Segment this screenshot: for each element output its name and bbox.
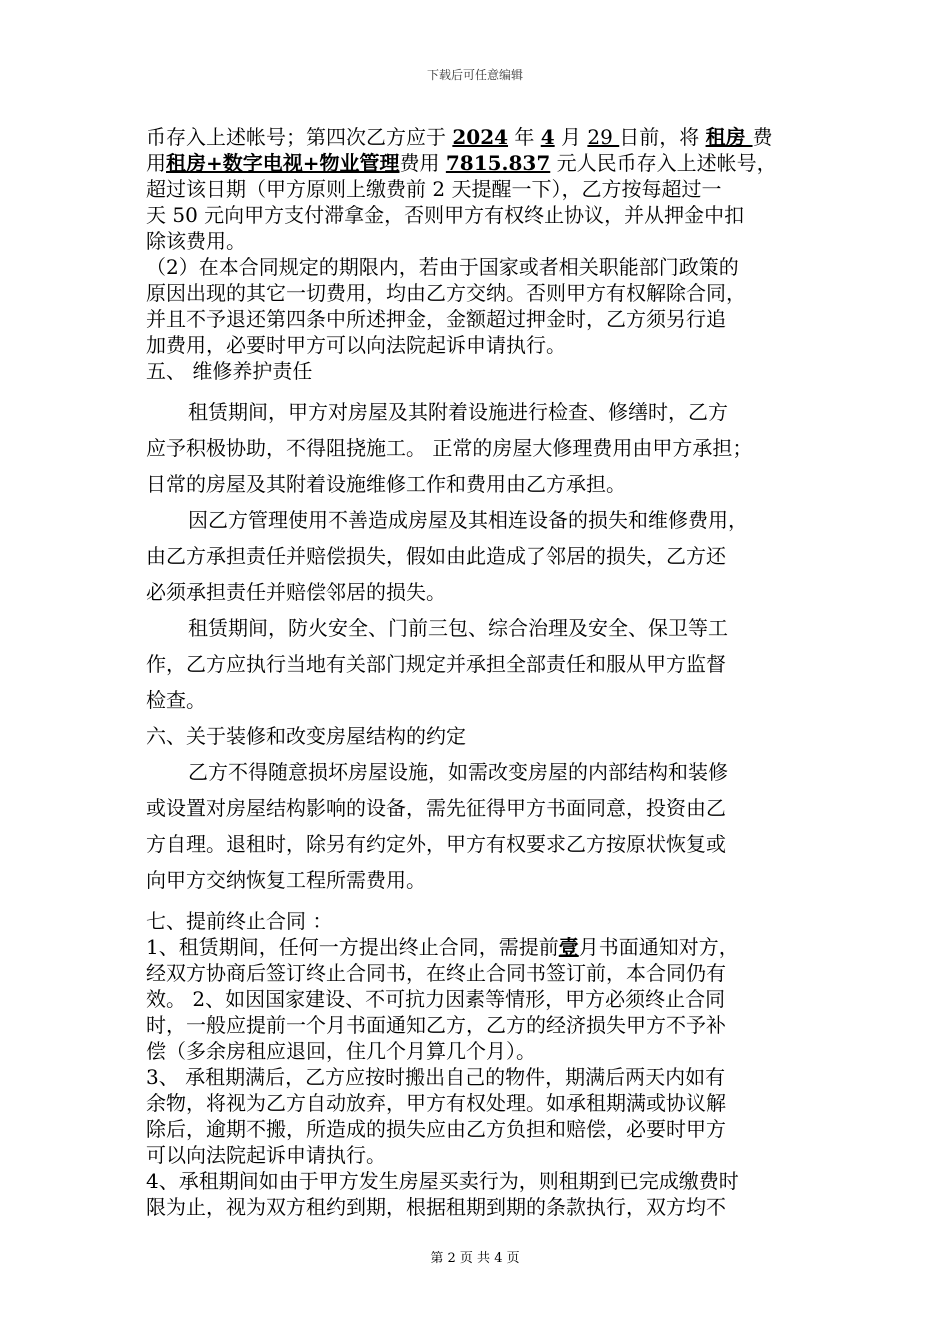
text-span: 币存入上述帐号；第四次乙方应于 (146, 125, 453, 149)
section-heading: 六、关于装修和改变房屋结构的约定 (146, 724, 466, 748)
text-span: 月 (554, 125, 588, 149)
text-line: 乙方不得随意损坏房屋设施，如需改变房屋的内部结构和装修 (188, 760, 728, 784)
text-line (146, 934, 806, 960)
text-line: 向甲方交纳恢复工程所需费用。 (146, 868, 426, 892)
text-line: 除该费用。 (146, 229, 246, 253)
text-line: 检查。 (146, 688, 206, 712)
text-line: 4、承租期间如由于甲方发生房屋买卖行为，则租期到已完成缴费时 (146, 1169, 739, 1193)
fee-items: 租房+数字电视+物业管理 (166, 151, 400, 175)
month-value: 4 (540, 125, 555, 149)
text-line: 时，一般应提前一个月书面通知乙方，乙方的经济损失甲方不予补 (146, 1013, 726, 1037)
text-line: 作，乙方应执行当地有关部门规定并承担全部责任和服从甲方监督 (146, 652, 726, 676)
text-span: 1、租赁期间，任何一方提出终止合同，需提前 (146, 935, 559, 959)
text-line: 效。 2、如因国家建设、不可抗力因素等情形，甲方必须终止合同 (146, 987, 726, 1011)
text-line (146, 150, 806, 176)
text-span: 费用 (399, 151, 446, 175)
text-line: 日常的房屋及其附着设施维修工作和费用由乙方承担。 (146, 472, 626, 496)
text-span: 用 (146, 151, 166, 175)
text-line: 租赁期间，防火安全、门前三包、综合治理及安全、保卫等工 (188, 616, 728, 640)
text-line: 天 50 元向甲方支付滞拿金，否则甲方有权终止协议，并从押金中扣 (146, 203, 745, 227)
fee-amount: 7815.837 (445, 151, 551, 175)
text-line: 限为止，视为双方租约到期，根据租期到期的条款执行，双方均不 (146, 1195, 726, 1219)
notice-months: 壹 (558, 935, 579, 959)
text-span: 年 (508, 125, 541, 149)
text-line: 超过该日期（甲方原则上缴费前 2 天提醒一下），乙方按每超过一 (146, 177, 722, 201)
text-line: 3、 承租期满后，乙方应按时搬出自己的物件，期满后两天内如有 (146, 1065, 726, 1089)
day-value: 29 (587, 125, 620, 149)
text-line: 经双方协商后签订终止合同书，在终止合同书签订前，本合同仍有 (146, 961, 726, 985)
text-line (146, 124, 806, 150)
text-line: 并且不予退还第四条中所述押金，金额超过押金时，乙方须另行追 (146, 307, 726, 331)
text-line: 租赁期间，甲方对房屋及其附着设施进行检查、修缮时，乙方 (188, 400, 728, 424)
page-footer: 第 2 页 共 4 页 (430, 1251, 520, 1266)
text-line: 除后，逾期不搬，所造成的损失应由乙方负担和赔偿，必要时甲方 (146, 1117, 726, 1141)
fee-item: 租房 (705, 125, 753, 149)
page-header: 下载后可任意编辑 (426, 68, 523, 82)
text-span: 元人民币存入上述帐号， (550, 151, 777, 175)
text-span: 日前，将 (619, 125, 706, 149)
text-line: （2）在本合同规定的期限内，若由于国家或者相关职能部门政策的 (146, 255, 739, 279)
text-line: 应予积极协助，不得阻挠施工。 正常的房屋大修理费用由甲方承担； (146, 436, 753, 460)
year-value: 2024 (452, 125, 509, 149)
text-line: 余物，将视为乙方自动放弃，甲方有权处理。如承租期满或协议解 (146, 1091, 726, 1115)
text-line: 必须承担责任并赔偿邻居的损失。 (146, 580, 446, 604)
text-line: 原因出现的其它一切费用，均由乙方交纳。否则甲方有权解除合同， (146, 281, 746, 305)
text-line: 方自理。退租时，除另有约定外，甲方有权要求乙方按原状恢复或 (146, 832, 726, 856)
text-line: 由乙方承担责任并赔偿损失，假如由此造成了邻居的损失，乙方还 (146, 544, 726, 568)
text-line: 因乙方管理使用不善造成房屋及其相连设备的损失和维修费用， (188, 508, 748, 532)
text-line: 偿（多余房租应退回，住几个月算几个月）。 (146, 1039, 536, 1063)
text-line: 加费用，必要时甲方可以向法院起诉申请执行。 (146, 333, 566, 357)
document-body (146, 124, 806, 1220)
text-span: 月书面通知对方， (578, 935, 739, 959)
section-heading: 五、 维修养护责任 (146, 359, 313, 383)
text-line: 或设置对房屋结构影响的设备，需先征得甲方书面同意，投资由乙 (146, 796, 726, 820)
text-line: 可以向法院起诉申请执行。 (146, 1143, 386, 1167)
section-heading: 七、提前终止合同 ： (146, 909, 333, 933)
text-span: 费 (752, 125, 773, 149)
